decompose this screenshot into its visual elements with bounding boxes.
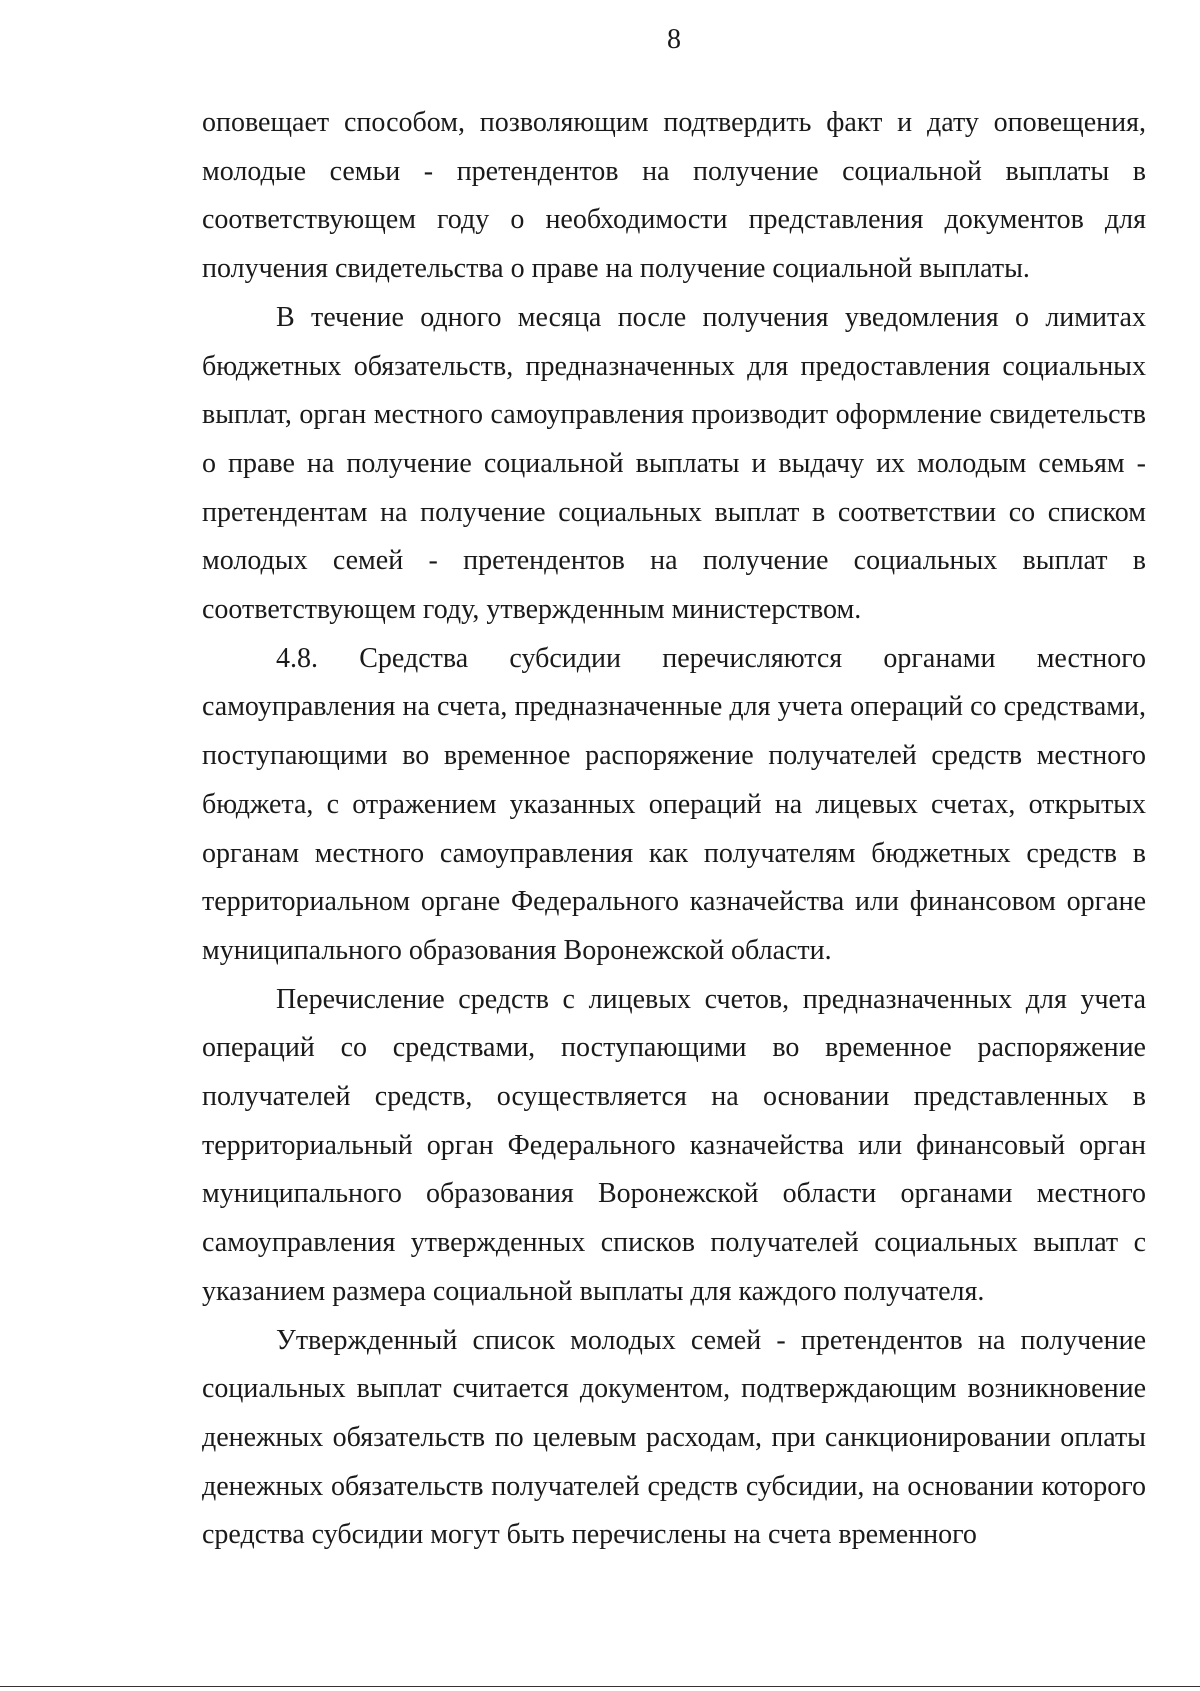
document-body xyxy=(202,99,1146,1560)
paragraph-5: Утвержденный список молодых семей - претендентов на получение социальных выплат считается документом, подтверждающим возникновение денежных обязательств по целевым расходам, при санкционировании оплаты денежных обязательств получателей средств субсидии, на основании которого средства субсидии могут быть перечислены на счета временного xyxy=(202,1324,1146,1551)
paragraph-1: оповещает способом, позволяющим подтвердить факт и дату оповещения, молодые семьи - претендентов на получение социальной выплаты в соответствующем году о необходимости представления документов для получения свидетельства о праве на получение социальной выплаты. xyxy=(202,107,1146,285)
page-number: 8 xyxy=(667,24,681,55)
paragraph-4: Перечисление средств с лицевых счетов, предназначенных для учета операций со средствами, поступающими во временное распоряжение получателей средств, осуществляется на основании представленных в территориальный орган Федерального казначейства или финансовый орган муниципального образования Воронежской области органами местного самоуправления утвержденных списков получателей социальных выплат с указанием размера социальной выплаты для каждого получателя. xyxy=(202,983,1146,1307)
paragraph-2: В течение одного месяца после получения уведомления о лимитах бюджетных обязательств, предназначенных для предоставления социальных выплат, орган местного самоуправления производит оформление свидетельств о праве на получение социальной выплаты и выдачу их молодым семьям - претендентам на получение социальных выплат в соответствии со списком молодых семей - претендентов на получение социальных выплат в соответствующем году, утвержденным министерством. xyxy=(202,301,1146,626)
paragraph-3: 4.8. Средства субсидии перечисляются органами местного самоуправления на счета, предназначенные для учета операций со средствами, поступающими во временное распоряжение получателей средств местного бюджета, с отражением указанных операций на лицевых счетах, открытых органам местного самоуправления как получателям бюджетных средств в территориальном органе Федерального казначейства или финансовом органе муниципального образования Воронежской области. xyxy=(202,642,1146,966)
scan-bottom-edge-line xyxy=(0,1686,1200,1687)
